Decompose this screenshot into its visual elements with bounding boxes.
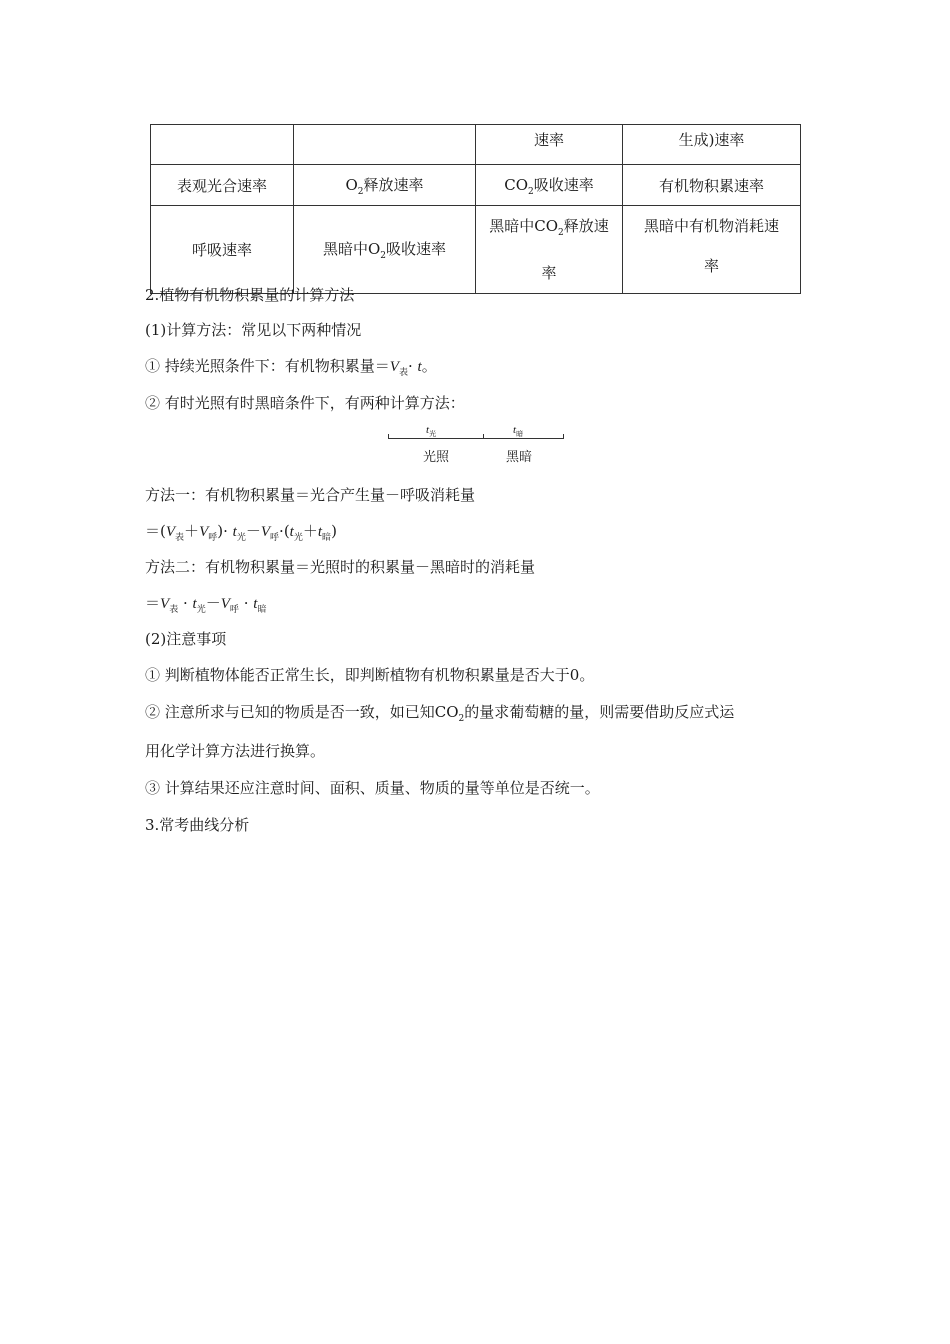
subscript: 2 — [380, 251, 387, 261]
cell-text: 吸收速率 — [386, 240, 447, 258]
rate-table — [150, 124, 801, 294]
cell-text: 率 — [703, 257, 719, 275]
subscript: 表 — [398, 368, 408, 378]
dark-label: 黑暗 — [506, 450, 533, 465]
t-dark-label: $t_暗$ — [513, 424, 524, 439]
table-cell — [623, 206, 801, 294]
subsection-heading: (2)注意事项 — [145, 630, 227, 648]
item-continuous-light — [145, 356, 437, 383]
table-cell: 生成)速率 — [623, 125, 801, 165]
method2-label: 方法二：有机物积累量＝光照时的积累量－黑暗时的消耗量 — [145, 558, 536, 576]
axis-tick — [563, 434, 564, 439]
table-cell — [476, 165, 623, 206]
method1-label: 方法一：有机物积累量＝光合产生量－呼吸消耗量 — [145, 486, 476, 504]
note-item: ② 注意所求与已知的物质是否一致，如已知$CO_2$的量求葡萄糖的量，则需要借助反应式运 — [145, 703, 735, 724]
table-cell — [476, 206, 623, 294]
cell-text: 释放速 — [563, 217, 609, 235]
var-t: t — [417, 359, 422, 375]
axis-line — [388, 438, 564, 439]
subscript: 2 — [558, 228, 564, 238]
cell-text: CO — [504, 175, 529, 194]
cell-text: 黑暗中O — [322, 240, 381, 258]
time-axis-diagram — [388, 422, 564, 466]
table-cell — [294, 125, 476, 165]
table-cell: 有机物积累速率 — [623, 165, 801, 206]
text: ① 持续光照条件下：有机物积累量＝ — [145, 357, 390, 375]
cell-text: 黑暗中CO — [489, 217, 559, 235]
t-light-label: $t_光$ — [426, 424, 437, 439]
cell-text: 释放速率 — [363, 175, 424, 194]
table-row — [151, 206, 801, 294]
table-cell: 表观光合速率 — [151, 165, 294, 206]
section-heading: 2.植物有机物积累量的计算方法 — [145, 286, 355, 304]
method2-formula: $=V_表 \cdot t_光-V_呼 \cdot t_暗$ — [145, 594, 267, 615]
subsection-heading: (1)计算方法：常见以下两种情况 — [145, 321, 362, 339]
cell-text: 吸收速率 — [533, 175, 594, 194]
table-row — [151, 125, 801, 165]
method1-formula: $=(V_表+V_呼)\cdot t_光-V_呼\cdot(t_光+t_暗)$ — [145, 522, 337, 543]
cell-text: 黑暗中有机物消耗速 — [643, 217, 779, 235]
note-item: ③ 计算结果还应注意时间、面积、质量、物质的量等单位是否统一。 — [145, 779, 600, 797]
note-item-continuation: 用化学计算方法进行换算。 — [145, 742, 326, 760]
item-alternating-light: ② 有时光照有时黑暗条件下，有两种计算方法： — [145, 394, 465, 412]
cell-text: 率 — [541, 264, 557, 282]
axis-tick — [483, 434, 484, 439]
table-cell — [294, 206, 476, 294]
text: · — [407, 357, 413, 375]
axis-tick — [388, 434, 389, 439]
note-item: ① 判断植物体能否正常生长，即判断植物有机物积累量是否大于0。 — [145, 666, 595, 684]
var-v: V — [389, 359, 399, 375]
table-cell: 速率 — [476, 125, 623, 165]
cell-text: O — [345, 175, 358, 194]
subscript: 2 — [528, 186, 534, 197]
table-cell: 呼吸速率 — [151, 206, 294, 294]
table-cell — [294, 165, 476, 206]
text: 。 — [421, 357, 437, 375]
subscript: 2 — [357, 186, 364, 197]
table-cell — [151, 125, 294, 165]
light-label: 光照 — [423, 450, 450, 465]
section-heading: 3.常考曲线分析 — [145, 816, 250, 834]
table-row — [151, 165, 801, 206]
